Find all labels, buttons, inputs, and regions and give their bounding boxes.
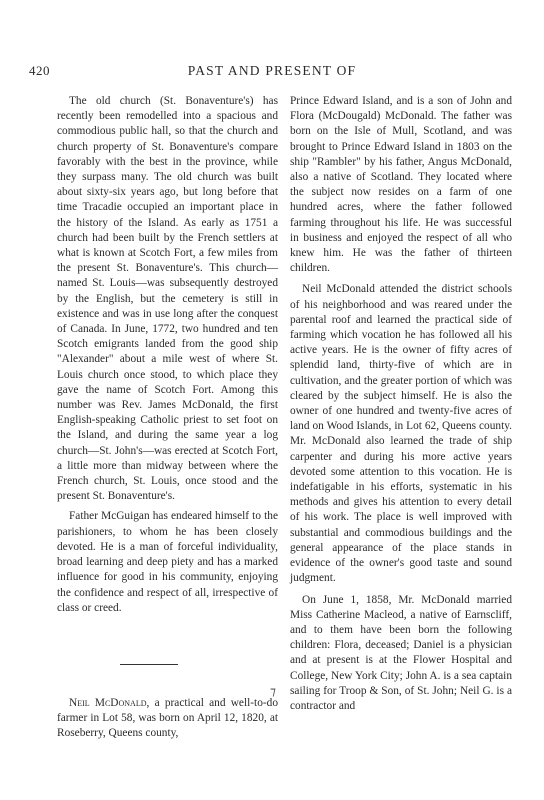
paragraph-marriage-children: On June 1, 1858, Mr. McDonald married Miss Catherine Macleod, a native of Earnscliff, and to them have been born the following children: Flora, deceased; Daniel is a physician and at present is at the Flower Hospital and College, New York City; John A. is a sea captain sailing for Troop & Son, of St. John; Neil G. is a contractor and — [290, 593, 512, 712]
paragraph-education-farming: Neil McDonald attended the district schools of his neighborhood and was reared under the parental roof and learned the practical side of farming which vocation he has followed all his active years. He is the owner of fifty acres of splendid land, thirty-five of which are in cultivation, and the greater portion of which was cleared by the subject himself. He is also the owner of one hundred and twenty-five acres of land on Wood Islands, in Lot 62, Queens county. Mr. McDonald also learned the trade of ship carpenter and during his more active years devoted some attention to this vocation. He is indefatigable in his efforts, systematic in his methods and gives his attention to every detail of his work. The place is well improved with substantial and commodious buildings and the general appearance of the place stands in evidence of the owner's good taste and sound judgment. — [290, 283, 512, 585]
right-column — [290, 94, 512, 714]
paragraph-old-church: The old church (St. Bonaventure's) has recently been remodelled into a spacious and commodious public hall, so that the church and church property of St. Bonaventure's compare favorably with the best in the province, while they surpass many. The old church was built about sixty-six years ago, but long before that time Tracadie occupied an important place in the history of the Island. As early as 1751 a church had been built by the French settlers at what is known at Scotch Fort, a few miles from the present St. Bonaventure's. This church—named St. Louis—was subsequently destroyed by the English, but the cemetery is still in existence and was in use long after the conquest of Canada. In June, 1772, two hundred and ten Scotch emigrants landed from the good ship "Alexander" about a mile west of where St. Louis church once stood, to which place they gave the name of Scotch Fort. Among this number was Rev. James McDonald, the first English-speaking Catholic priest to set foot on the Island, and during the same year a log church—St. John's—was erected at Scotch Fort, a little more than midway between where the French church, St. Louis, once stood and the present St. Bonaventure's. — [57, 95, 278, 503]
subject-name: Neil McDonald, — [69, 696, 150, 709]
running-head: PAST AND PRESENT OF — [187, 63, 357, 78]
left-column — [57, 94, 278, 742]
paragraph-father-mcguigan: Father McGuigan has endeared himself to the parishioners, to whom he has been closely devoted. He is a man of forceful individuality, broad learning and deep piety and has a marked influence for good in his community, enjoying the confidence and respect of all, irrespective of class or creed. — [57, 510, 278, 614]
section-divider-rule — [120, 664, 178, 665]
margin-mark: ⁊ — [270, 684, 276, 698]
paragraph-neil-mcdonald-intro-text: a practical and well-to-do farmer in Lot 58, was born on April 12, 1820, at Roseberry, Queens county, — [57, 696, 278, 740]
paragraph-parents: Prince Edward Island, and is a son of John and Flora (McDougald) McDonald. The father was born on the Isle of Mull, Scotland, and was brought to Prince Edward Island in 1803 on the ship "Rambler" by his father, Angus McDonald, also a native of Scotland. They located where the subject now resides on a farm of one hundred acres, where the father followed farming throughout his life. He was successful in business and enjoyed the respect of all who knew him. He was the father of thirteen children. — [290, 95, 512, 275]
page-number: 420 — [29, 63, 50, 78]
paragraph-neil-mcdonald-intro — [57, 696, 278, 742]
